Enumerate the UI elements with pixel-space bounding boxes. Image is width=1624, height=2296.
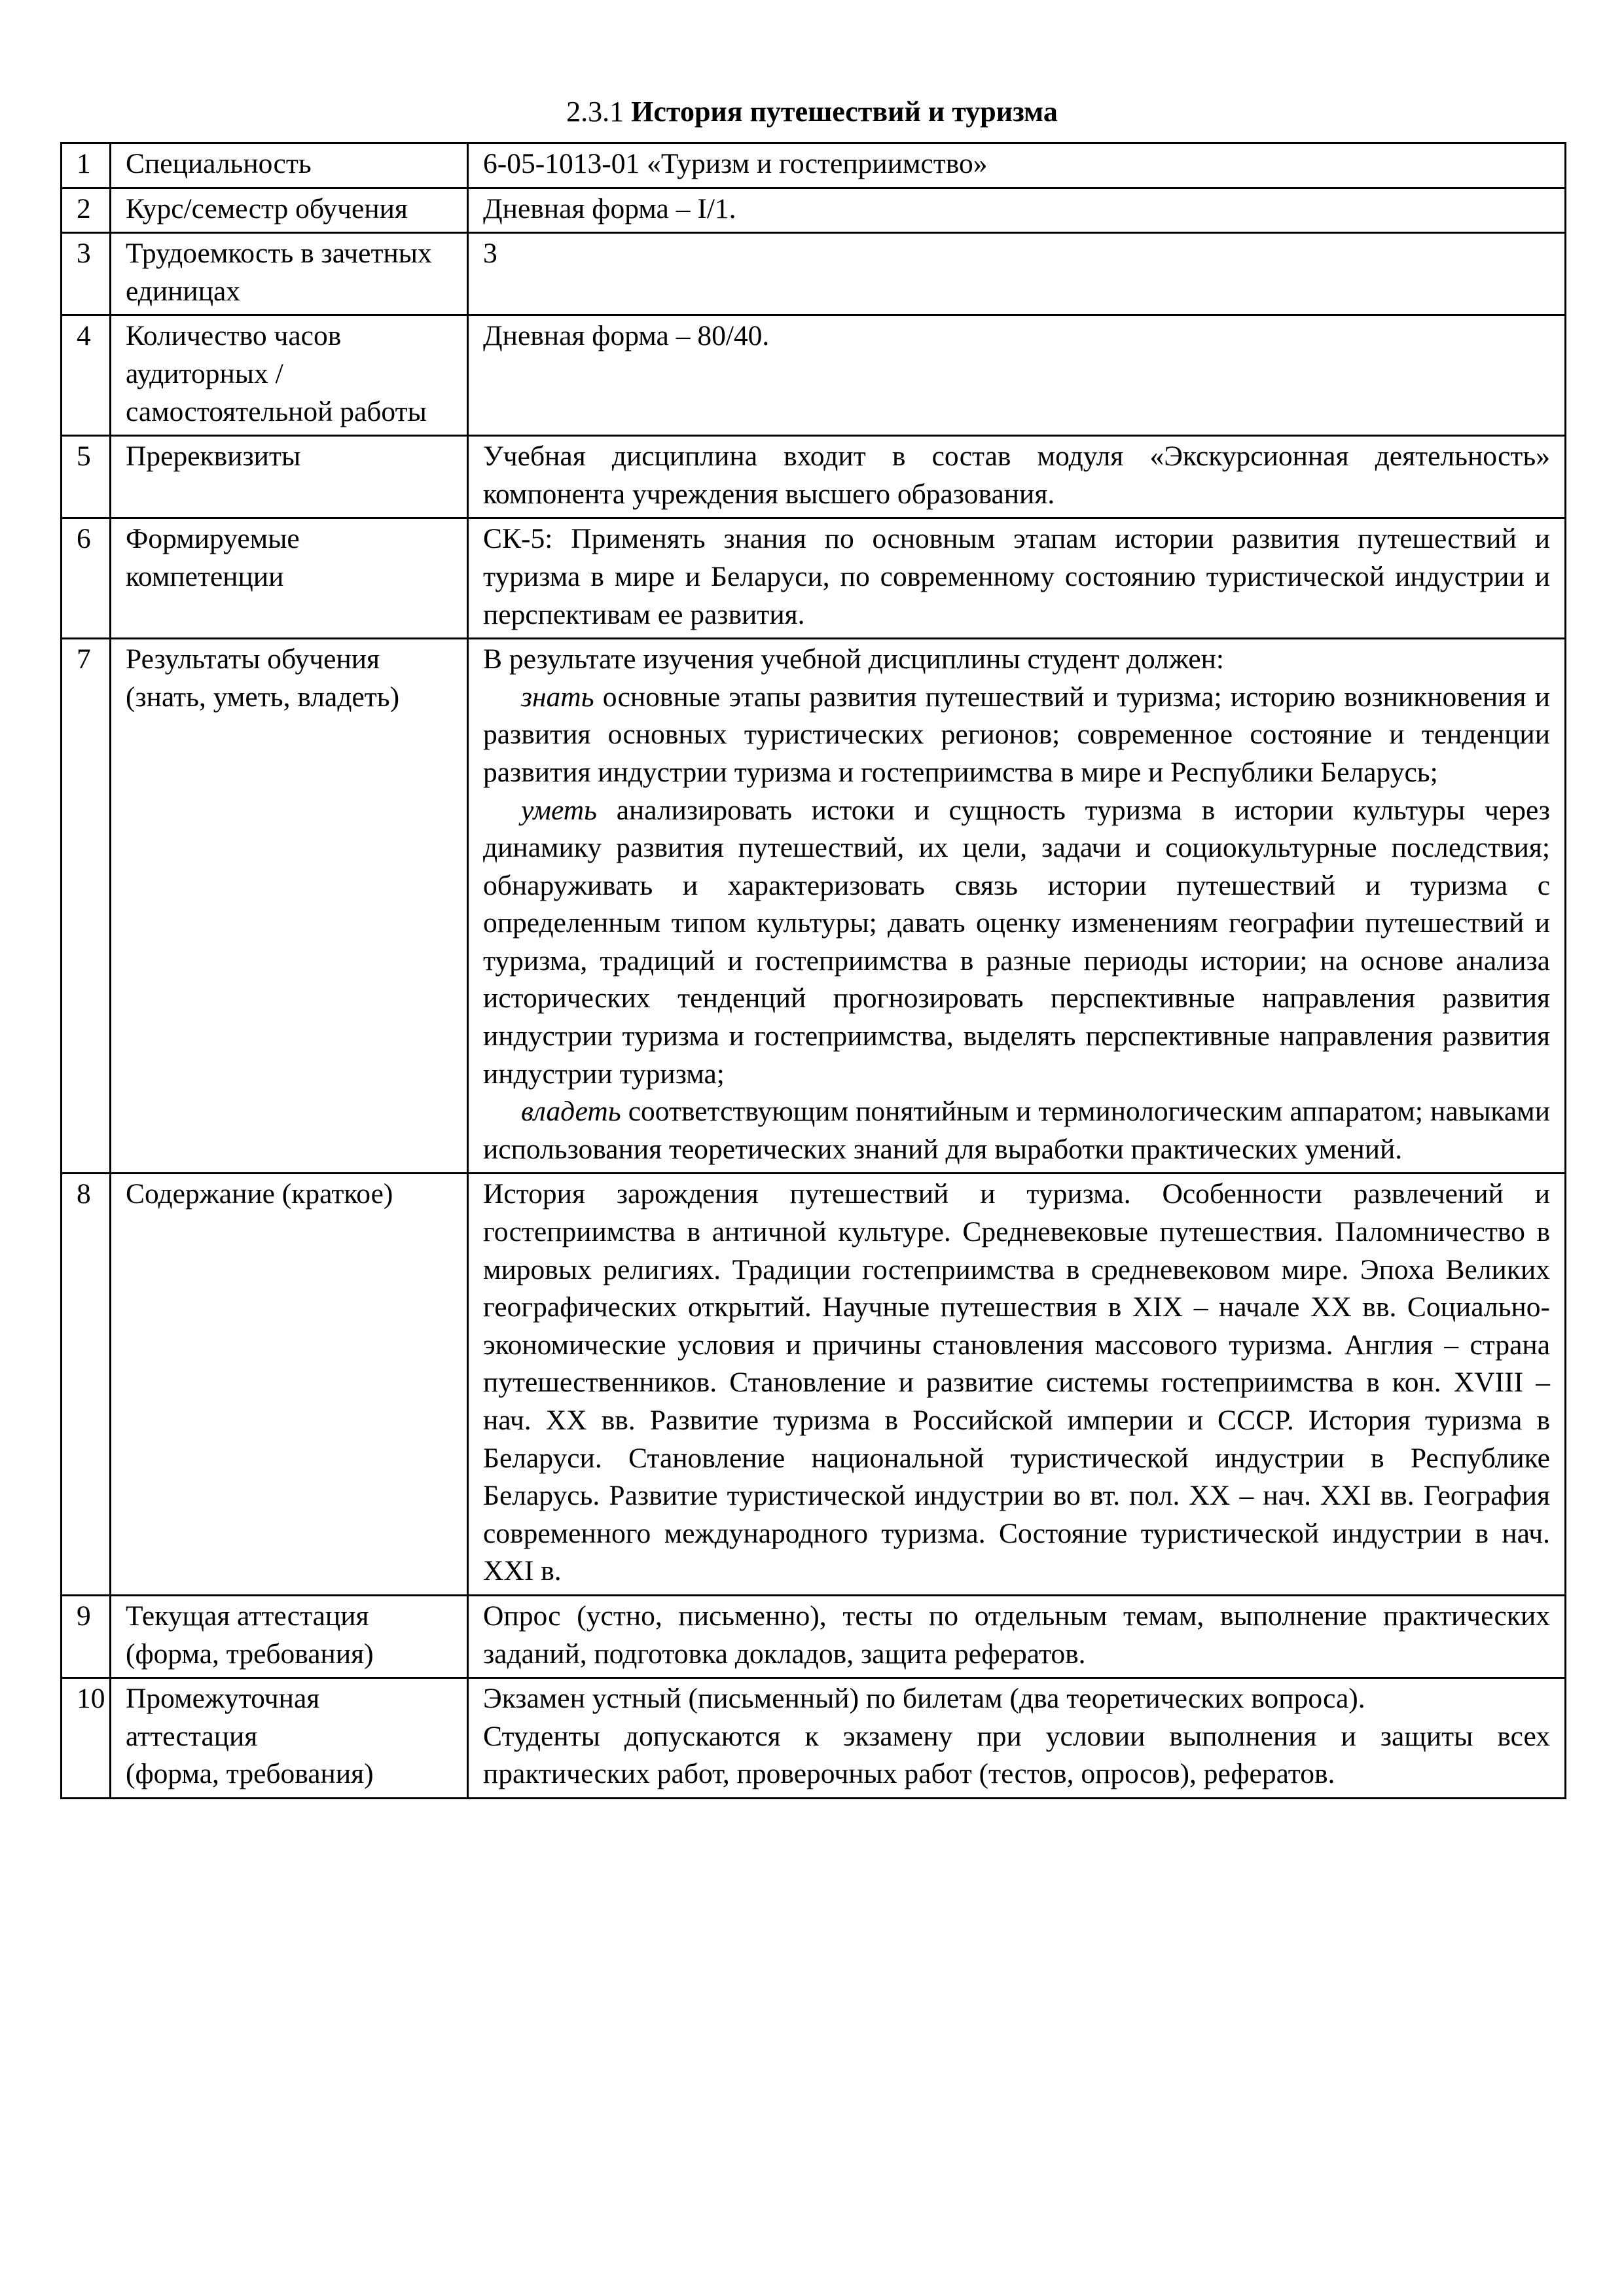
section-number: 2.3.1 (566, 96, 624, 128)
prerequisites-value: Учебная дисциплина входит в состав модуля «Экскурсионная деятельность» компонента учреждения высшего образования. (483, 440, 1550, 510)
can-label: уметь (521, 794, 597, 826)
row-value (468, 436, 1566, 518)
row-label-line: аттестация (126, 1720, 258, 1752)
hours-value: Дневная форма – 80/40. (483, 320, 770, 352)
page-title (0, 93, 1624, 131)
row-label: Формируемые компетенции (111, 518, 468, 639)
row-label: Пререквизиты (111, 436, 468, 518)
row-label: Результаты обучения (знать, уметь, владеть) (111, 639, 468, 1174)
own-text: соответствующим понятийным и терминологическим аппаратом; навыками использования теоретических знаний для выработки практических умений. (483, 1096, 1550, 1165)
row-value (468, 1678, 1566, 1799)
row-value (468, 639, 1566, 1174)
row-label-line: (форма, требования) (126, 1758, 374, 1790)
row-value (468, 1595, 1566, 1677)
table-row (62, 639, 1566, 1174)
row-number: 3 (62, 233, 111, 315)
row-label: Количество часов аудиторных / самостоятельной работы (111, 315, 468, 436)
exam-admission-value: Студенты допускаются к экзамену при условии выполнения и защиты всех практических работ, проверочных работ (тестов, опросов), рефератов. (483, 1720, 1550, 1790)
row-number: 2 (62, 188, 111, 233)
row-number: 7 (62, 639, 111, 1174)
row-number: 5 (62, 436, 111, 518)
row-value (468, 233, 1566, 315)
row-label (111, 1678, 468, 1799)
learning-outcome-can (483, 792, 1550, 1094)
table-row (62, 518, 1566, 639)
row-label: Специальность (111, 143, 468, 188)
learning-outcomes-intro: В результате изучения учебной дисциплины студент должен: (483, 643, 1225, 675)
row-value (468, 315, 1566, 436)
discipline-title: История путешествий и туризма (631, 96, 1058, 128)
exam-format-value: Экзамен устный (письменный) по билетам (два теоретических вопроса). (483, 1683, 1365, 1715)
know-label: знать (521, 681, 594, 713)
row-number: 1 (62, 143, 111, 188)
table-row (62, 1174, 1566, 1596)
row-value (468, 1174, 1566, 1596)
row-number: 6 (62, 518, 111, 639)
row-label-line: Промежуточная (126, 1683, 320, 1715)
row-label: Текущая аттестация (форма, требования) (111, 1595, 468, 1677)
table-row (62, 315, 1566, 436)
row-number: 10 (62, 1678, 111, 1799)
own-label: владеть (521, 1096, 621, 1128)
table-row (62, 143, 1566, 188)
can-text: анализировать истоки и сущность туризма в истории культуры через динамику развития путешествий, их цели, задачи и социокультурные последствия; обнаруживать и характеризовать связь истории путешествий и туризма с определенным типом культуры; давать оценку изменениям географии путешествий и туризма, традиций и гостеприимства в разные периоды истории; на основе анализа исторических тенденций прогнозировать перспективные направления развития индустрии туризма и гостеприимства, выделять перспективные направления развития индустрии туризма; (483, 794, 1550, 1090)
table-row (62, 233, 1566, 315)
know-text: основные этапы развития путешествий и туризма; историю возникновения и развития основных туристических регионов; современное состояние и тенденции развития индустрии туризма и гостеприимства в мире и Республики Беларусь; (483, 681, 1550, 788)
row-number: 9 (62, 1595, 111, 1677)
row-value (468, 188, 1566, 233)
discipline-card-table (60, 142, 1566, 1799)
row-label: Курс/семестр обучения (111, 188, 468, 233)
current-assessment-value: Опрос (устно, письменно), тесты по отдельным темам, выполнение практических заданий, подготовка докладов, защита рефератов. (483, 1600, 1550, 1670)
specialty-value: 6-05-1013-01 «Туризм и гостеприимство» (483, 148, 988, 179)
table-row (62, 188, 1566, 233)
row-number: 8 (62, 1174, 111, 1596)
table-row (62, 436, 1566, 518)
row-number: 4 (62, 315, 111, 436)
row-value (468, 518, 1566, 639)
competences-value: СК-5: Применять знания по основным этапам истории развития путешествий и туризма в мире и Беларуси, по современному состоянию туристической индустрии и перспективам ее развития. (483, 523, 1550, 630)
content-summary-value: История зарождения путешествий и туризма. Особенности развлечений и гостеприимства в античной культуре. Средневековые путешествия. Паломничество в мировых религиях. Традиции гостеприимства в средневековом мире. Эпоха Великих географических открытий. Научные путешествия в XIX – начале XX вв. Социально-экономические условия и причины становления массового туризма. Англия – страна путешественников. Становление и развитие системы гостеприимства в кон. XVIII – нач. XX вв. Развитие туризма в Российской империи и СССР. История туризма в Беларуси. Становление национальной туристической индустрии в Республике Беларусь. Развитие туристической индустрии во вт. пол. XX – нач. XXI вв. География современного международного туризма. Состояние туристической индустрии в нач. XXI в. (483, 1178, 1550, 1587)
row-label: Содержание (краткое) (111, 1174, 468, 1596)
credits-value: 3 (483, 238, 497, 270)
course-semester-value: Дневная форма – I/1. (483, 192, 736, 224)
learning-outcome-own (483, 1093, 1550, 1168)
table-row (62, 1678, 1566, 1799)
row-value (468, 143, 1566, 188)
learning-outcome-know (483, 679, 1550, 792)
table-row (62, 1595, 1566, 1677)
row-label: Трудоемкость в зачетных единицах (111, 233, 468, 315)
